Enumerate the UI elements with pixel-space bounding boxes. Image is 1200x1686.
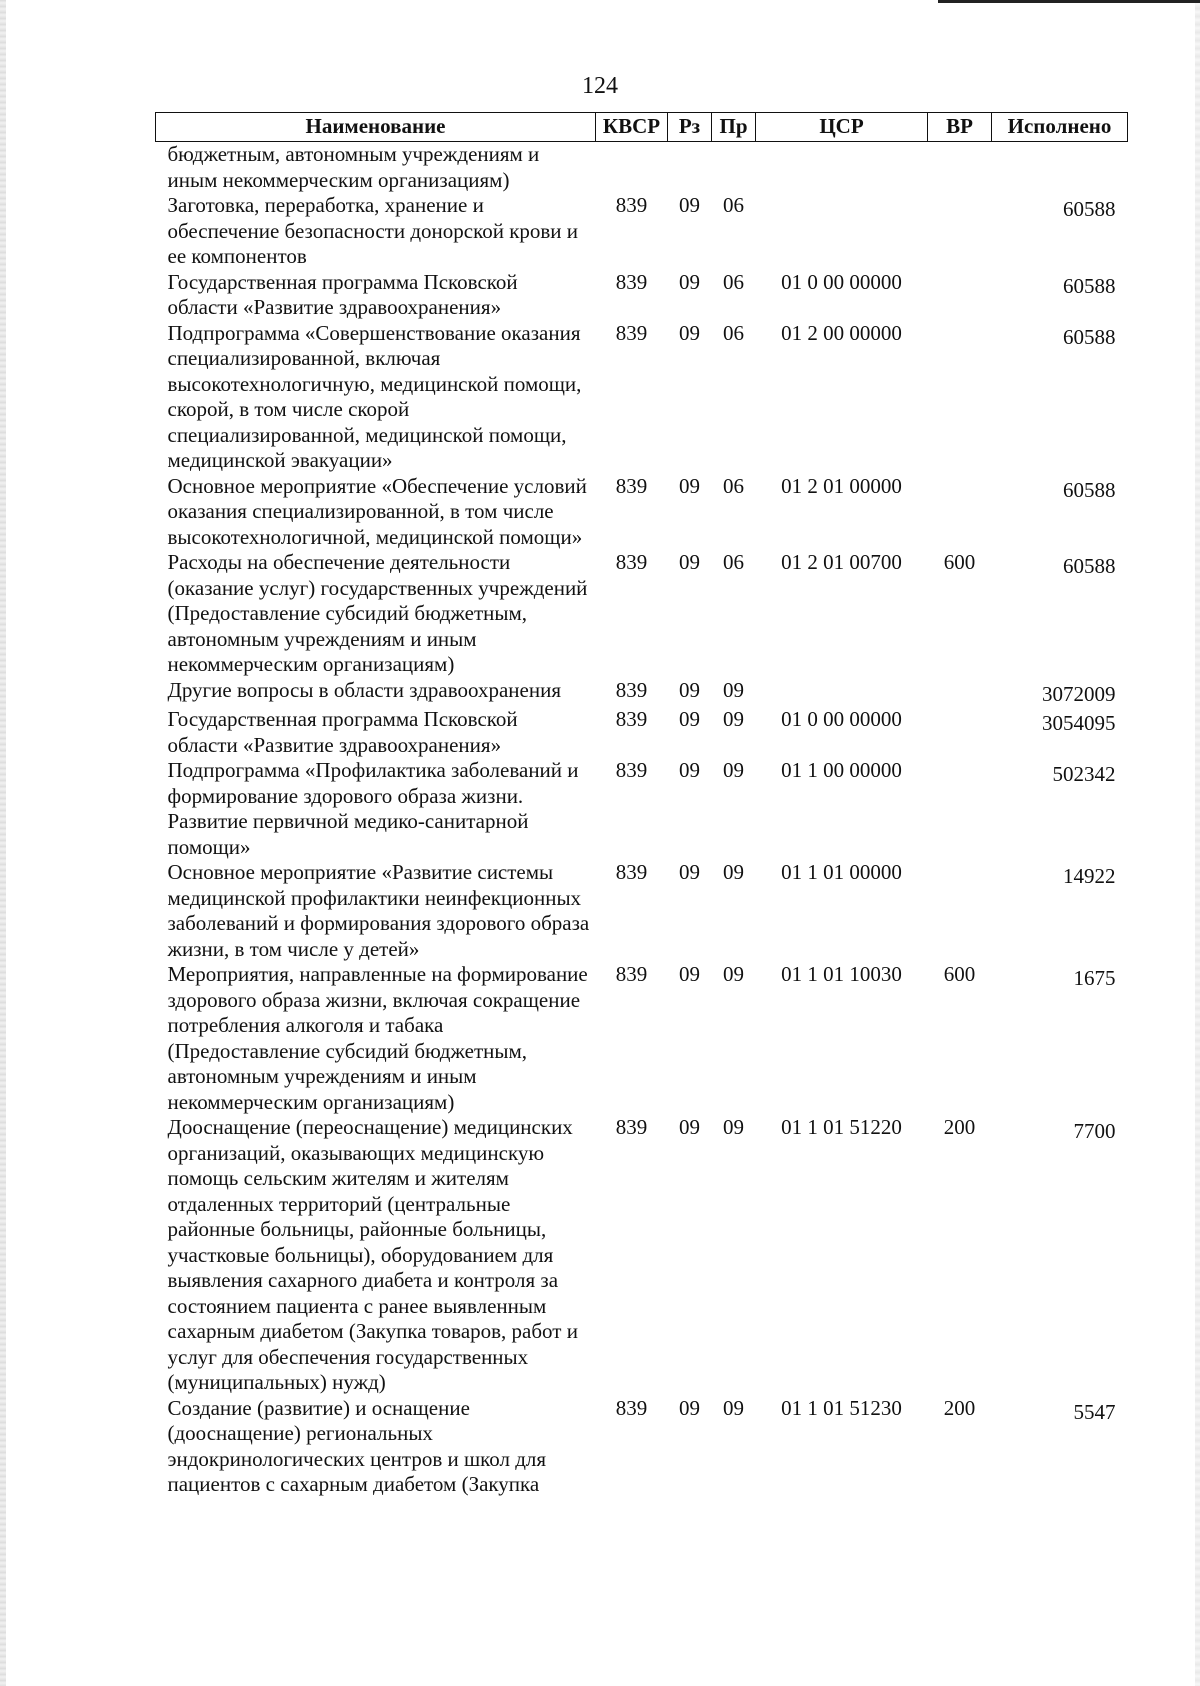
row-executed: 60588 — [1063, 197, 1116, 221]
header-kvsr: КВСР — [596, 113, 668, 142]
row-csr: 01 2 01 00700 — [781, 550, 902, 574]
header-name: Наименование — [156, 113, 596, 142]
row-csr: 01 0 00 00000 — [781, 269, 902, 294]
scan-top-rule — [938, 0, 1200, 3]
row-executed: 3054095 — [1042, 711, 1116, 735]
row-kvsr: 839 — [615, 677, 648, 702]
row-name: Подпрограмма «Профилактика заболеваний и формирование здорового образа жизни. Развитие первичной медико-санитарной помощи» — [167, 758, 579, 859]
row-csr: 01 2 00 00000 — [781, 320, 902, 345]
row-csr — [756, 142, 928, 194]
row-executed: 502342 — [1052, 762, 1116, 786]
table-row — [156, 142, 1128, 194]
row-kvsr: 839 — [615, 758, 648, 782]
row-csr: 01 1 01 51220 — [781, 1115, 902, 1139]
row-pr — [712, 142, 756, 194]
row-name: Другие вопросы в области здравоохранения — [167, 677, 561, 702]
row-rz: 09 — [679, 193, 700, 217]
row-executed — [992, 142, 1128, 194]
row-csr: 01 1 01 51230 — [781, 1395, 902, 1420]
row-name: Государственная программа Псковской области «Развитие здравоохранения» — [167, 707, 518, 757]
row-vr — [928, 270, 992, 321]
budget-table — [155, 112, 1128, 1498]
header-rz: Рз — [668, 113, 712, 142]
row-executed: 14922 — [1063, 864, 1116, 888]
row-kvsr: 839 — [615, 269, 648, 294]
row-kvsr: 839 — [615, 1115, 648, 1139]
row-pr: 09 — [723, 707, 744, 731]
row-vr — [928, 707, 992, 758]
row-vr: 600 — [943, 962, 976, 986]
row-rz: 09 — [679, 1115, 700, 1139]
row-csr — [756, 193, 928, 270]
header-pr: Пр — [712, 113, 756, 142]
row-kvsr: 839 — [615, 193, 648, 217]
page-number: 124 — [582, 73, 618, 99]
row-vr — [928, 193, 992, 270]
row-csr: 01 2 01 00000 — [781, 473, 902, 498]
row-csr: 01 1 01 00000 — [781, 860, 902, 884]
table-row — [156, 1396, 1128, 1498]
table-row — [156, 270, 1128, 321]
row-pr: 09 — [723, 677, 744, 702]
row-pr: 06 — [723, 269, 744, 294]
row-name: Заготовка, переработка, хранение и обеспечение безопасности донорской крови и ее компонентов — [167, 193, 579, 268]
row-pr: 06 — [723, 473, 744, 498]
table-row — [156, 1115, 1128, 1396]
table-row — [156, 550, 1128, 678]
table-row — [156, 474, 1128, 551]
row-vr: 200 — [943, 1395, 976, 1420]
row-rz: 09 — [679, 860, 700, 884]
row-csr: 01 1 00 00000 — [781, 758, 902, 782]
row-vr — [928, 474, 992, 551]
row-rz: 09 — [679, 320, 700, 345]
table-row — [156, 860, 1128, 962]
row-rz: 09 — [679, 707, 700, 731]
row-pr: 09 — [723, 758, 744, 782]
row-name: Основное мероприятие «Обеспечение условий оказания специализированной, в том числе высокотехнологичной, медицинской помощи» — [167, 473, 587, 549]
row-name: бюджетным, автономным учреждениям и иным некоммерческим организациям) — [167, 142, 540, 192]
row-rz: 09 — [679, 962, 700, 986]
row-rz — [668, 142, 712, 194]
row-name: Дооснащение (переоснащение) медицинских организаций, оказывающих медицинскую помощь сельским жителям и жителям отдаленных территорий (центральные районные больницы, районные больницы, участковые больницы), оборудованием для выявления сахарного диабета и контроля за состоянием пациента с ранее выявленным сахарным диабетом (Закупка товаров, работ и услуг для обеспечения государственных (муниципальных) нужд) — [167, 1115, 578, 1394]
header-executed: Исполнено — [992, 113, 1128, 142]
row-kvsr: 839 — [615, 962, 648, 986]
row-name: Основное мероприятие «Развитие системы медицинской профилактики неинфекционных заболеваний и формирования здорового образа жизни, в том числе у детей» — [167, 860, 590, 961]
row-kvsr — [596, 142, 668, 194]
row-pr: 06 — [723, 320, 744, 345]
row-csr: 01 0 00 00000 — [781, 707, 902, 731]
row-rz: 09 — [679, 758, 700, 782]
row-name: Создание (развитие) и оснащение (дооснащение) региональных эндокринологических центров и школ для пациентов с сахарным диабетом (Закупка — [167, 1395, 547, 1496]
row-executed: 60588 — [1063, 324, 1116, 349]
row-executed: 1675 — [1073, 966, 1116, 990]
row-pr: 06 — [723, 550, 744, 574]
row-rz: 09 — [679, 550, 700, 574]
row-executed: 60588 — [1063, 554, 1116, 578]
row-name: Расходы на обеспечение деятельности (оказание услуг) государственных учреждений (Предоставление субсидий бюджетным, автономным учреждениям и иным некоммерческим организациям) — [167, 550, 588, 676]
table-row — [156, 962, 1128, 1115]
row-rz: 09 — [679, 1395, 700, 1420]
row-vr — [928, 758, 992, 860]
row-pr: 09 — [723, 1115, 744, 1139]
row-kvsr: 839 — [615, 860, 648, 884]
row-rz: 09 — [679, 677, 700, 702]
row-rz: 09 — [679, 269, 700, 294]
table-row — [156, 707, 1128, 758]
row-name: Мероприятия, направленные на формирование здорового образа жизни, включая сокращение потребления алкоголя и табака (Предоставление субсидий бюджетным, автономным учреждениям и иным некоммерческим организациям) — [167, 962, 588, 1114]
row-vr: 200 — [943, 1115, 976, 1139]
row-rz: 09 — [679, 473, 700, 498]
header-csr: ЦСР — [756, 113, 928, 142]
header-vr: ВР — [928, 113, 992, 142]
row-kvsr: 839 — [615, 550, 648, 574]
row-kvsr: 839 — [615, 473, 648, 498]
row-pr: 09 — [723, 962, 744, 986]
scan-edge-right — [1195, 0, 1200, 1686]
row-kvsr: 839 — [615, 320, 648, 345]
row-executed: 5547 — [1073, 1399, 1116, 1424]
row-csr — [756, 678, 928, 708]
row-vr — [928, 321, 992, 474]
table-row — [156, 321, 1128, 474]
row-kvsr: 839 — [615, 707, 648, 731]
row-pr: 09 — [723, 860, 744, 884]
row-csr: 01 1 01 10030 — [781, 962, 902, 986]
table-row — [156, 678, 1128, 708]
row-kvsr: 839 — [615, 1395, 648, 1420]
row-pr: 09 — [723, 1395, 744, 1420]
row-vr — [928, 678, 992, 708]
row-executed: 60588 — [1063, 477, 1116, 502]
row-vr: 600 — [943, 550, 976, 574]
row-executed: 60588 — [1063, 273, 1116, 298]
table-row — [156, 193, 1128, 270]
row-executed: 7700 — [1073, 1119, 1116, 1143]
table-row — [156, 758, 1128, 860]
row-vr — [928, 142, 992, 194]
table-header-row — [156, 113, 1128, 142]
row-vr — [928, 860, 992, 962]
row-name: Подпрограмма «Совершенствование оказания специализированной, включая высокотехнологичную, медицинской помощи, скорой, в том числе скорой специализированной, медицинской помощи, медицинской эвакуации» — [167, 320, 582, 472]
row-executed: 3072009 — [1042, 681, 1116, 706]
scan-edge-left — [0, 0, 6, 1686]
row-pr: 06 — [723, 193, 744, 217]
row-name: Государственная программа Псковской области «Развитие здравоохранения» — [167, 269, 518, 319]
